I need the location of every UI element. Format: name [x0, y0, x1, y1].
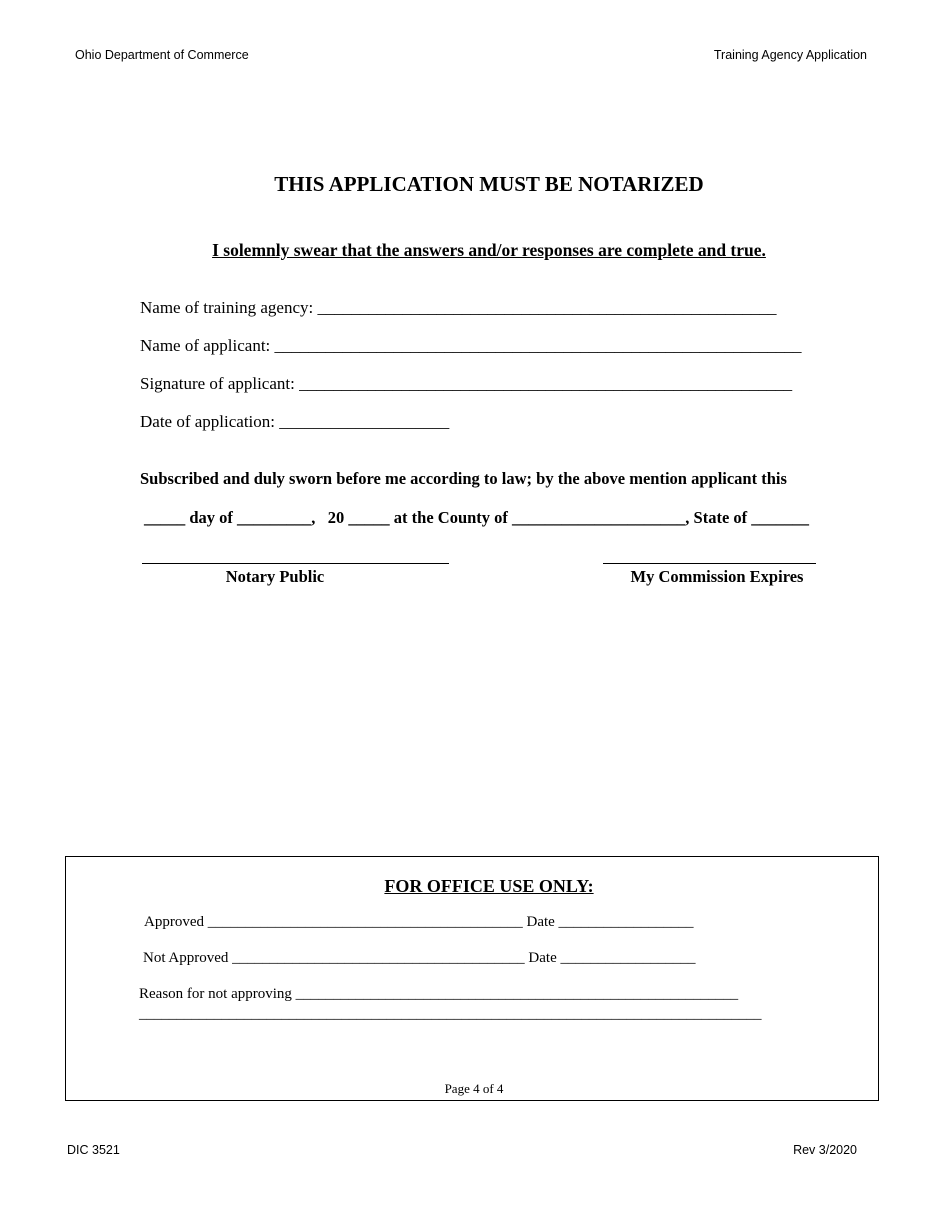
header-form-name: Training Agency Application	[713, 48, 867, 62]
header-agency-name: Ohio Department of Commerce	[75, 48, 249, 62]
notary-signature-line[interactable]	[142, 563, 449, 564]
not-approved-field[interactable]: Not Approved _______________________________________ Date __________________	[143, 950, 696, 966]
office-use-title: FOR OFFICE USE ONLY:	[384, 876, 594, 896]
sworn-statement: Subscribed and duly sworn before me according to law; by the above mention applicant this	[140, 469, 787, 488]
sworn-date-county-line[interactable]: _____ day of _________, 20 _____ at the County of _____________________, State of _______	[144, 508, 810, 527]
page-title: THIS APPLICATION MUST BE NOTARIZED	[274, 172, 704, 196]
footer-revision: Rev 3/2020	[793, 1143, 857, 1157]
oath-statement: I solemnly swear that the answers and/or responses are complete and true.	[212, 240, 766, 260]
application-date-field[interactable]: Date of application: ____________________	[140, 412, 450, 431]
commission-expires-line[interactable]	[603, 563, 816, 564]
reason-field[interactable]: Reason for not approving ___________________________________________________________	[139, 986, 739, 1002]
footer-form-number: DIC 3521	[67, 1143, 120, 1157]
reason-continuation-line[interactable]: ___________________________________________________________________________________	[139, 1006, 762, 1022]
commission-expires-label: My Commission Expires	[630, 567, 804, 586]
approved-field[interactable]: Approved __________________________________________ Date __________________	[144, 914, 694, 930]
training-agency-field[interactable]: Name of training agency: ______________________________________________________	[140, 298, 777, 317]
applicant-name-field[interactable]: Name of applicant: ______________________________________________________________	[140, 336, 802, 355]
page-number: Page 4 of 4	[444, 1081, 504, 1096]
notary-public-label: Notary Public	[225, 567, 325, 586]
applicant-signature-field[interactable]: Signature of applicant: __________________________________________________________	[140, 374, 793, 393]
